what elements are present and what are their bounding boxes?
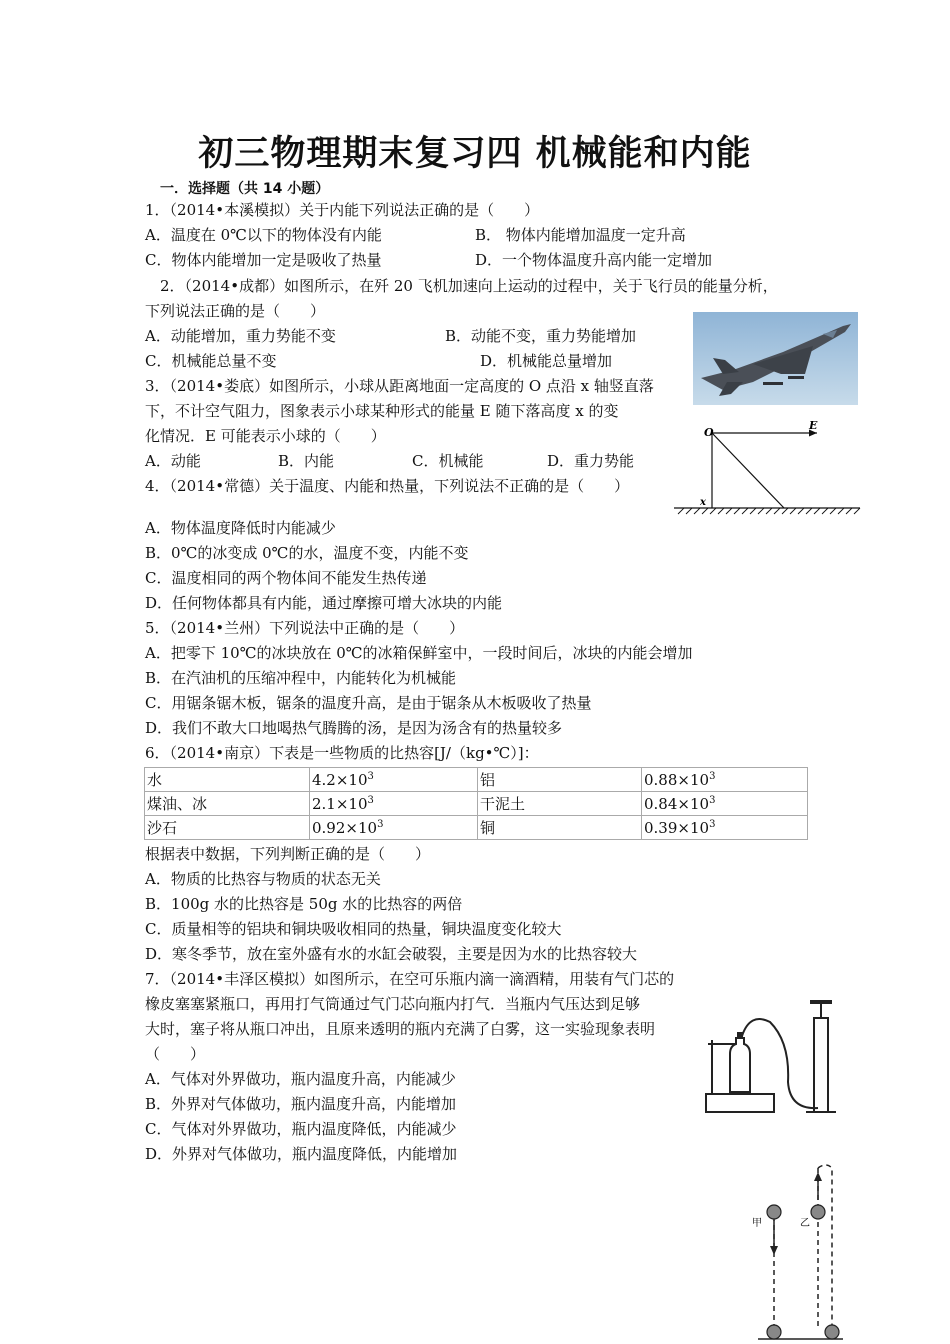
q3-stem-line1: 3．（2014•娄底）如图所示，小球从距离地面一定高度的 O 点沿 x 轴竖直落	[145, 377, 654, 395]
q5-option-b: B．在汽油机的压缩冲程中，内能转化为机械能	[145, 669, 457, 687]
q6-stem: 6．（2014•南京）下表是一些物质的比热容[J/（kg•℃）]：	[145, 744, 539, 762]
energy-line	[712, 433, 784, 508]
bottle-pump-figure	[700, 992, 850, 1120]
ball-jia-ground	[767, 1325, 781, 1339]
q2-option-c: C．机械能总量不变	[145, 352, 277, 370]
table-cell: 水	[145, 768, 310, 792]
q1-option-c: C．物体内能增加一定是吸收了热量	[145, 251, 382, 269]
table-cell: $0.88\times 10^3$	[642, 768, 808, 792]
q1-option-d: D．一个物体温度升高内能一定增加	[475, 251, 713, 269]
q3-option-b: B．内能	[278, 452, 335, 470]
bottle	[730, 1038, 750, 1092]
yi-arrow-head	[814, 1172, 822, 1181]
bottle-stand-base	[706, 1094, 774, 1112]
q5-option-a: A．把零下 10℃的冰块放在 0℃的冰箱保鲜室中，一段时间后，冰块的内能会增加	[145, 644, 693, 662]
q7-stem-line1: 7．（2014•丰泽区模拟）如图所示，在空可乐瓶内滴一滴酒精，用装有气门芯的	[145, 970, 675, 988]
table-cell: 铜	[478, 816, 642, 840]
q2-option-d: D．机械能总量增加	[480, 352, 613, 370]
q7-option-a: A．气体对外界做功，瓶内温度升高，内能减少	[145, 1070, 456, 1088]
table-cell: $0.39\times 10^3$	[642, 816, 808, 840]
q3-stem-line3: 化情况．E 可能表示小球的（ ）	[145, 427, 386, 445]
ball-yi-ground	[825, 1325, 839, 1339]
energy-height-graph	[672, 418, 862, 520]
table-row	[145, 816, 808, 840]
yi-label: 乙	[800, 1218, 810, 1229]
q2-stem-line2: 下列说法正确的是（ ）	[145, 302, 326, 320]
page-title: 初三物理期末复习四 机械能和内能	[198, 134, 752, 174]
e-axis-label: E	[809, 419, 818, 432]
jia-arrow-head	[770, 1246, 778, 1255]
pump-barrel	[814, 1018, 828, 1112]
origin-label: O	[704, 426, 714, 439]
table-cell: 煤油、冰	[145, 792, 310, 816]
section-heading: 一．选择题（共 14 小题）	[160, 181, 330, 197]
q7-stem-line2: 橡皮塞塞紧瓶口，再用打气筒通过气门芯向瓶内打气．当瓶内气压达到足够	[145, 995, 641, 1013]
yi-return-path	[818, 1165, 832, 1328]
q4-stem: 4．（2014•常德）关于温度、内能和热量，下列说法不正确的是（ ）	[145, 477, 630, 495]
table-row	[145, 792, 808, 816]
table-cell: $0.92\times 10^3$	[310, 816, 478, 840]
q4-option-d: D．任何物体都具有内能，通过摩擦可增大冰块的内能	[145, 594, 503, 612]
rubber-stopper	[737, 1032, 743, 1039]
q6-after: 根据表中数据，下列判断正确的是（ ）	[145, 845, 431, 863]
q5-option-d: D．我们不敢大口地喝热气腾腾的汤，是因为汤含有的热量较多	[145, 719, 563, 737]
ground-hatching	[678, 508, 860, 514]
q1-option-b: B． 物体内能增加温度一定升高	[475, 226, 686, 244]
q5-stem: 5．（2014•兰州）下列说法中正确的是（ ）	[145, 619, 465, 637]
q4-option-b: B．0℃的冰变成 0℃的水，温度不变，内能不变	[145, 544, 469, 562]
x-axis-label: x	[700, 497, 706, 508]
table-cell: $0.84\times 10^3$	[642, 792, 808, 816]
q3-stem-line2: 下，不计空气阻力，图象表示小球某种形式的能量 E 随下落高度 x 的变	[145, 402, 619, 420]
q1-stem: 1．（2014•本溪模拟）关于内能下列说法正确的是（ ）	[145, 201, 540, 219]
q7-option-c: C．气体对外界做功，瓶内温度降低，内能减少	[145, 1120, 457, 1138]
q2-option-a: A．动能增加，重力势能不变	[145, 327, 336, 345]
q3-option-c: C．机械能	[412, 452, 484, 470]
q7-stem-line4: （ ）	[145, 1045, 206, 1063]
q7-stem-line3: 大时，塞子将从瓶口冲出，且原来透明的瓶内充满了白雾，这一实验现象表明	[145, 1020, 656, 1038]
table-cell: 沙石	[145, 816, 310, 840]
q1-option-a: A．温度在 0℃以下的物体没有内能	[145, 226, 382, 244]
table-row	[145, 768, 808, 792]
table-cell: 干泥土	[478, 792, 642, 816]
q6-option-d: D．寒冬季节，放在室外盛有水的水缸会破裂，主要是因为水的比热容较大	[145, 945, 638, 963]
q7-option-b: B．外界对气体做功，瓶内温度升高，内能增加	[145, 1095, 457, 1113]
table-cell: $4.2\times 10^3$	[310, 768, 478, 792]
q3-option-d: D．重力势能	[547, 452, 635, 470]
ball-yi	[811, 1205, 825, 1219]
q6-option-b: B．100g 水的比热容是 50g 水的比热容的两倍	[145, 895, 463, 913]
table-cell: $2.1\times 10^3$	[310, 792, 478, 816]
q4-option-a: A．物体温度降低时内能减少	[145, 519, 336, 537]
specific-heat-table	[144, 767, 808, 840]
q3-option-a: A．动能	[145, 452, 201, 470]
q4-option-c: C．温度相同的两个物体间不能发生热传递	[145, 569, 427, 587]
q2-stem-line1: 2．（2014•成都）如图所示，在歼 20 飞机加速向上运动的过程中，关于飞行员的能量分析，	[160, 277, 778, 295]
table-cell: 铝	[478, 768, 642, 792]
q5-option-c: C．用锯条锯木板，锯条的温度升高，是由于锯条从木板吸收了热量	[145, 694, 592, 712]
ball-jia	[767, 1205, 781, 1219]
q2-option-b: B．动能不变，重力势能增加	[445, 327, 637, 345]
q6-option-c: C．质量相等的铝块和铜块吸收相同的热量，铜块温度变化较大	[145, 920, 562, 938]
q7-option-d: D．外界对气体做功，瓶内温度降低，内能增加	[145, 1145, 458, 1163]
jia-label: 甲	[752, 1218, 762, 1229]
falling-balls-figure	[748, 1160, 848, 1342]
q6-option-a: A．物质的比热容与物质的状态无关	[145, 870, 381, 888]
jet-fighter-image	[693, 312, 858, 405]
